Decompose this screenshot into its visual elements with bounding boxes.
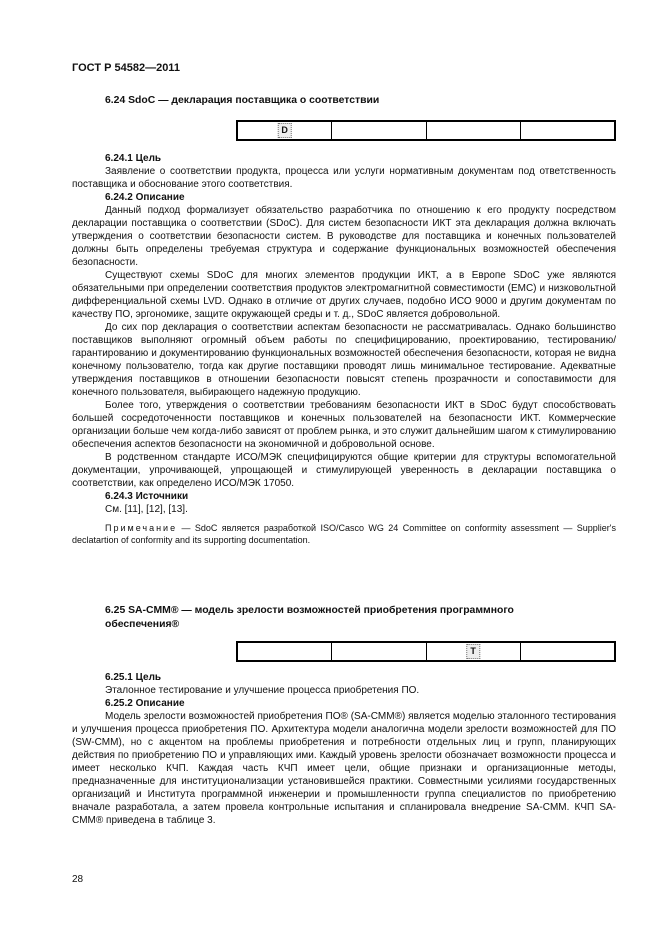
section-body-6-25 xyxy=(72,671,616,827)
paragraph: До сих пор декларация о соответствии аспектам безопасности не рассматривалась. Однако большинство поставщиков выполняют огромный объем работы по специфицированию, проектированию, тестированию/гарантированию и документированию функциональных возможностей обеспечения безопасности, которая не видна конечному пользователю, тогда как другие поставщики проводят лишь минимальное тестирование. Адекватные утверждения поставщиков в отношении безопасности повысят степень прозрачности и сопоставимости для конечного пользователя, выбирающего надежную продукцию. xyxy=(72,322,616,398)
note xyxy=(72,522,616,546)
subsection-title: 6.24.3 Источники xyxy=(105,491,189,502)
section-title-6-24: 6.24 SdoC — декларация поставщика о соответствии xyxy=(105,95,380,106)
section-title-line: 6.25 SA-CMM® — модель зрелости возможностей приобретения программного xyxy=(105,605,514,616)
paragraph: Эталонное тестирование и улучшение процесса приобретения ПО. xyxy=(105,685,420,696)
matrix-cell xyxy=(238,643,332,660)
matrix-cell xyxy=(427,122,521,139)
classification-matrix-6-25 xyxy=(236,641,616,662)
matrix-cell xyxy=(332,122,426,139)
paragraph: Модель зрелости возможностей приобретения ПО® (SA-CMM®) является моделью эталонного тестирования и улучшения процесса приобретения ПО. Архитектура модели аналогична модели зрелости возможностей для ПО (SW-CMM), но с акцентом на проблемы приобретения и потребности отдельных лиц и групп, планирующих действия по приобретению ПО и управляющих ими. Каждый уровень зрелости обозначает возможности процесса и имеет несколько КЧП. Каждая часть КЧП имеет цели, общие признаки и организационные методы, предназначенные для институционализации установившейся практики. Совместными усилиями государственных организаций и Института программной инженерии и промышленности группа специалистов по приобретению вначале разработала, а затем провела контрольные испытания и спланировала внедрение SA-CMM. КЧП SA-CMM® приведена в таблице 3. xyxy=(72,711,616,826)
matrix-mark: T xyxy=(466,644,480,659)
subsection-title: 6.24.1 Цель xyxy=(105,153,162,164)
paragraph: В родственном стандарте ИСО/МЭК специфицируются общие критерии для структуры вспомогательной документации, упрочивающей, упрощающей и стимулирующей уверенность в декларации поставщика о соответствии, как определено ИСО/МЭК 17050. xyxy=(72,452,616,489)
matrix-cell xyxy=(238,122,332,139)
paragraph: Более того, утверждения о соответствии требованиям безопасности ИКТ в SDoC будут способствовать большей сосредоточенности поставщиков и конечных пользователей на безопасности ИКТ. Коммерческие организации больше чем когда-либо зависят от проблем рынка, и это служит дальнейшим шагом к стимулированию обеспечения аспектов безопасности на экономичной и добровольной основе. xyxy=(72,400,617,450)
document-header: ГОСТ Р 54582—2011 xyxy=(72,62,180,74)
section-body-6-24 xyxy=(72,152,616,546)
paragraph: Существуют схемы SDoC для многих элементов продукции ИКТ, а в Европе SDoC уже являются обязательными при определении соответствия продуктов электромагнитной совместимости (EMC) и низковольтной дифференциальной схемы LVD. Однако в отличие от других случаев, подобно ИСО 9000 и другим документам по качеству ПО, эргономике, защите окружающей среды и т. д., SDoC является добровольной. xyxy=(72,270,616,320)
paragraph: Заявление о соответствии продукта, процесса или услуги нормативным документам под ответственность поставщика и обоснование этого соответствия. xyxy=(72,166,616,190)
subsection-title: 6.25.2 Описание xyxy=(105,698,185,709)
section-title-6-25 xyxy=(105,604,514,632)
page-number: 28 xyxy=(72,874,84,885)
matrix-mark: D xyxy=(277,123,292,138)
classification-matrix-6-24 xyxy=(236,120,616,141)
matrix-cell xyxy=(521,122,614,139)
paragraph: См. [11], [12], [13]. xyxy=(105,504,188,515)
subsection-title: 6.24.2 Описание xyxy=(105,192,185,203)
matrix-cell xyxy=(427,643,521,660)
note-label: Примечание xyxy=(105,523,178,533)
section-title-line: обеспечения® xyxy=(105,619,180,630)
matrix-cell xyxy=(332,643,426,660)
matrix-cell xyxy=(521,643,614,660)
subsection-title: 6.25.1 Цель xyxy=(105,672,162,683)
paragraph: Данный подход формализует обязательство разработчика по отношению к его продукту посредством декларации поставщика о соответствии (SDoC). Для систем безопасности ИКТ эта декларация должна включать утверждения о соответствии безопасности систем. В руководстве для поставщика и конечных пользователей должны быть определены требуемая структура и содержание функциональных возможностей обеспечения безопасности. xyxy=(72,205,616,268)
note-text: — SdoC является разработкой ISO/Casco WG 24 Committee on conformity assessment — Supplier's declatartion of conformity and its supporting documentation. xyxy=(72,523,616,545)
